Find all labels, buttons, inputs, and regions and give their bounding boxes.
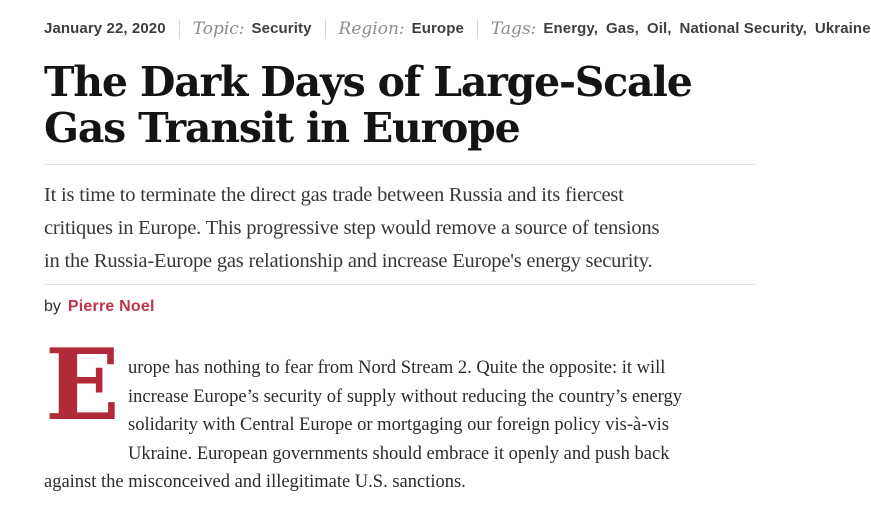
body-line: increase Europe’s security of supply without reducing the country’s energy bbox=[128, 386, 682, 407]
topic-link[interactable]: Security bbox=[251, 20, 312, 37]
article-deck bbox=[44, 179, 756, 278]
tag-link-energy[interactable]: Energy, bbox=[543, 20, 599, 37]
body-line: urope has nothing to fear from Nord Stream 2. Quite the opposite: it will bbox=[128, 358, 666, 378]
title-divider bbox=[44, 164, 756, 165]
tags-label: Tags: bbox=[490, 19, 537, 39]
body-line: Ukraine. European governments should embrace it openly and push back bbox=[128, 443, 670, 464]
article-title bbox=[44, 59, 756, 151]
article-meta bbox=[44, 18, 871, 40]
deck-divider bbox=[44, 284, 756, 285]
deck-line: It is time to terminate the direct gas trade between Russia and its fiercest bbox=[44, 184, 624, 206]
body-line: against the misconceived and illegitimate U.S. sanctions. bbox=[44, 472, 466, 492]
publish-date: January 22, 2020 bbox=[44, 20, 166, 37]
author-link[interactable]: Pierre Noel bbox=[67, 298, 155, 315]
meta-divider bbox=[325, 20, 326, 39]
article-body bbox=[44, 328, 756, 497]
title-line: Gas Transit in Europe bbox=[44, 104, 520, 152]
deck-line: in the Russia-Europe gas relationship and increase Europe's energy security. bbox=[44, 250, 653, 272]
region-link[interactable]: Europe bbox=[411, 20, 464, 37]
tag-link-national-security[interactable]: National Security, bbox=[679, 20, 807, 37]
meta-divider bbox=[179, 20, 180, 39]
title-line: The Dark Days of Large-Scale bbox=[44, 58, 692, 106]
topic-label: Topic: bbox=[192, 19, 245, 39]
byline-prefix: by bbox=[44, 298, 61, 315]
drop-cap: E bbox=[45, 328, 120, 443]
body-line: solidarity with Central Europe or mortgaging our foreign policy vis-à-vis bbox=[128, 415, 670, 435]
meta-divider bbox=[477, 20, 478, 39]
deck-line: critiques in Europe. This progressive step would remove a source of tensions bbox=[44, 217, 660, 239]
byline bbox=[44, 297, 756, 317]
region-label: Region: bbox=[338, 19, 405, 39]
tag-link-oil[interactable]: Oil, bbox=[646, 20, 672, 37]
tag-link-ukraine[interactable]: Ukraine bbox=[814, 20, 871, 37]
tag-link-gas[interactable]: Gas, bbox=[606, 20, 639, 37]
